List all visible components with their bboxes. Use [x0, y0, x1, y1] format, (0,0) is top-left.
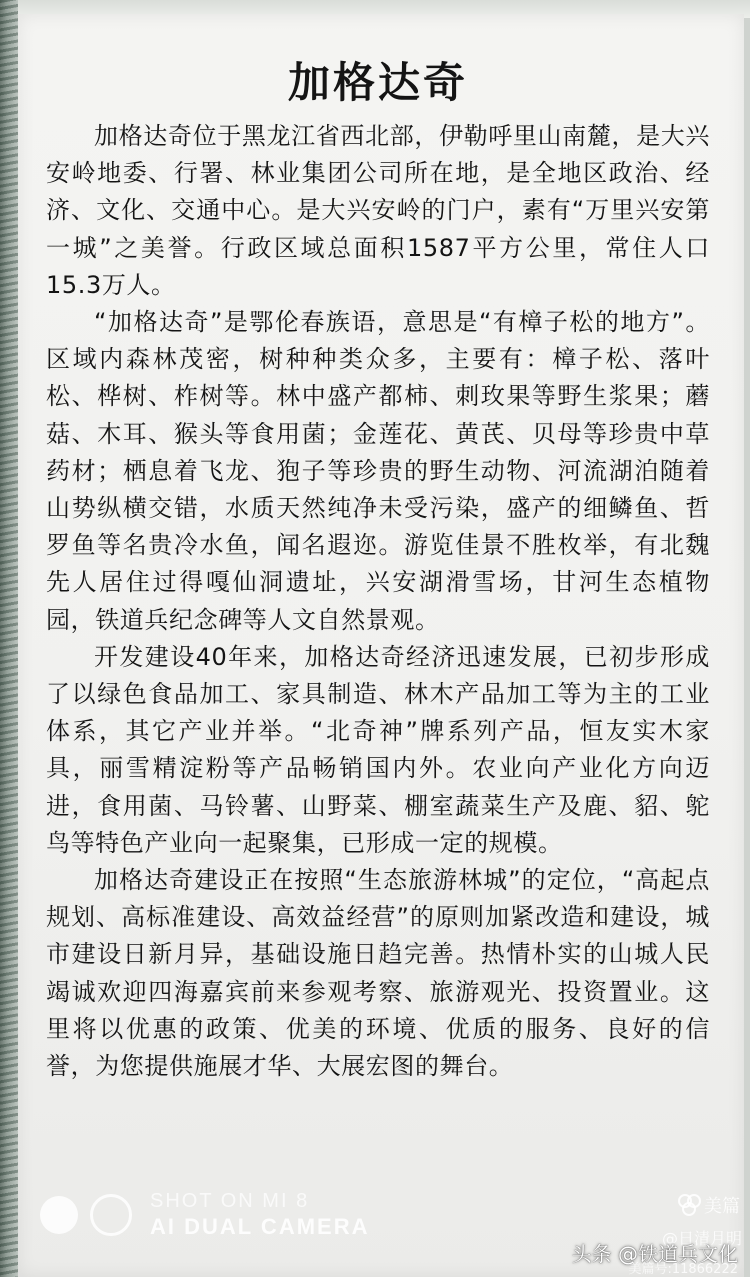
camera-dot-icon: [40, 1196, 78, 1234]
toutiao-watermark: 头条 @铁道兵文化: [571, 1242, 738, 1266]
sign-text: [46, 50, 710, 1085]
camera-ring-icon: [90, 1194, 132, 1236]
meipian-watermark: [678, 1192, 740, 1218]
meipian-logo-icon: [678, 1194, 700, 1216]
paragraph-2: “加格达奇”是鄂伦春族语，意思是“有樟子松的地方”。区域内森林茂密，树种种类众多，主要有：樟子松、落叶松、桦树、柞树等。林中盛产都柿、刺玫果等野生浆果；蘑菇、木耳、猴头等食用菌；金莲花、黄芪、贝母等珍贵中草药材；栖息着飞龙、狍子等珍贵的野生动物、河流湖泊随着山势纵横交错，水质天然纯净未受污染，盛产的细鳞鱼、哲罗鱼等名贵冷水鱼，闻名遐迩。游览佳景不胜枚举，有北魏先人居住过得嘎仙洞遗址，兴安湖滑雪场，甘河生态植物园，铁道兵纪念碑等人文自然景观。: [46, 308, 710, 634]
sign-title: 加格达奇: [287, 58, 468, 107]
camera-watermark: [40, 1186, 380, 1246]
meipian-id: 美篇号:11866222: [628, 1262, 738, 1277]
background-foliage: [0, 0, 18, 1277]
camera-model: SHOT ON MI 8: [150, 1190, 310, 1212]
paragraph-3: 开发建设40年来，加格达奇经济迅速发展，已初步形成了以绿色食品加工、家具制造、林木产品加工等为主的工业体系，其它产业并举。“北奇神”牌系列产品，恒友实木家具，丽雪精淀粉等产品畅销国内外。农业向产业化方向迈进，食用菌、马铃薯、山野菜、棚室蔬菜生产及鹿、貂、鸵鸟等特色产业向一起聚集，已形成一定的规模。: [46, 642, 710, 857]
meipian-label: 美篇: [704, 1196, 740, 1217]
camera-label: AI DUAL CAMERA: [150, 1214, 370, 1239]
paragraph-1: 加格达奇位于黑龙江省西北部，伊勒呼里山南麓，是大兴安岭地委、行署、林业集团公司所在地，是全地区政治、经济、文化、交通中心。是大兴安岭的门户，素有“万里兴安第一城”之美誉。行政区域总面积1587平方公里，常住人口15.3万人。: [46, 122, 710, 299]
author-watermark: @ 日清月明: [662, 1226, 742, 1249]
paragraph-4: 加格达奇建设正在按照“生态旅游林城”的定位，“高起点规划、高标准建设、高效益经营”的原则加紧改造和建设，城市建设日新月异，基础设施日趋完善。热情朴实的山城人民竭诚欢迎四海嘉宾前来参观考察、旅游观光、投资置业。这里将以优惠的政策、优美的环境、优质的服务、良好的信誉，为您提供施展才华、大展宏图的舞台。: [46, 866, 710, 1081]
